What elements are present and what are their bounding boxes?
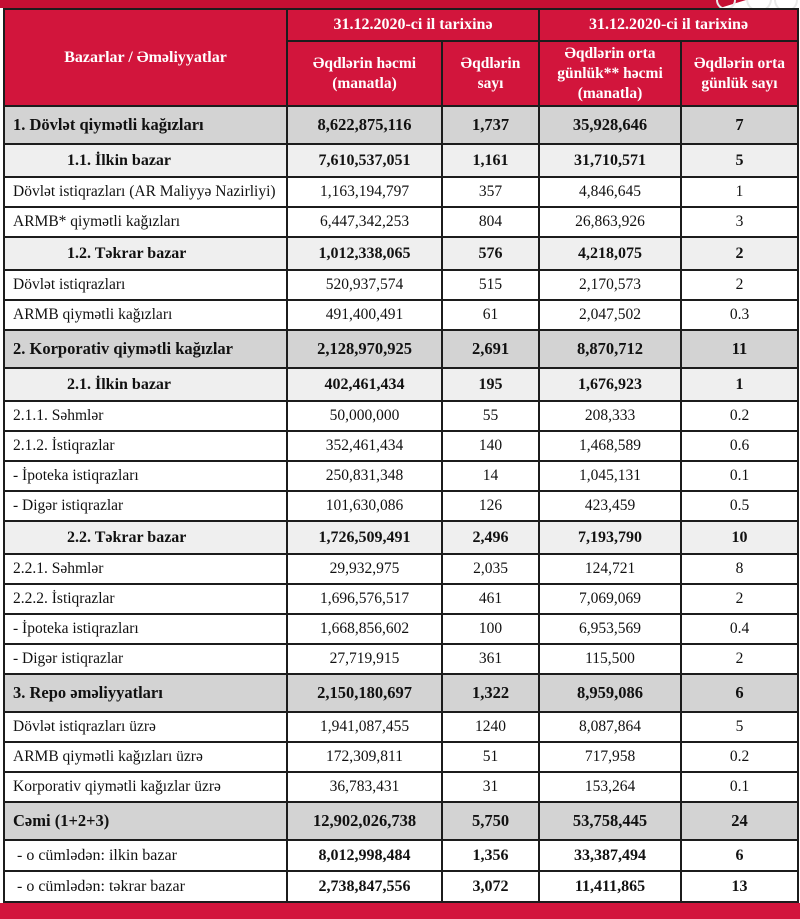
avg-count-cell: 5: [681, 144, 798, 177]
avg-volume-cell: 1,676,923: [539, 368, 681, 401]
count-cell: 361: [442, 644, 539, 674]
volume-cell: 27,719,915: [287, 644, 442, 674]
table-row: [4, 644, 798, 674]
count-cell: 2,035: [442, 554, 539, 584]
avg-volume-cell: 115,500: [539, 644, 681, 674]
avg-volume-cell: 2,047,502: [539, 300, 681, 330]
avg-volume-cell: 8,087,864: [539, 712, 681, 742]
count-cell: 461: [442, 584, 539, 614]
volume-cell: 1,163,194,797: [287, 177, 442, 207]
watermark-circle-icon: [774, 0, 798, 8]
count-cell: 5,750: [442, 802, 539, 840]
avg-count-cell: 11: [681, 330, 798, 368]
volume-cell: 101,630,086: [287, 491, 442, 521]
avg-count-cell: 0.1: [681, 461, 798, 491]
avg-count-cell: 2: [681, 270, 798, 300]
table-row: [4, 614, 798, 644]
label-cell: ARMB qiymətli kağızları: [4, 300, 287, 330]
volume-cell: 8,622,875,116: [287, 106, 442, 144]
table-body: [4, 106, 798, 902]
avg-count-cell: 0.2: [681, 742, 798, 772]
avg-count-cell: 8: [681, 554, 798, 584]
count-cell: 61: [442, 300, 539, 330]
volume-cell: 2,738,847,556: [287, 871, 442, 902]
label-cell: Dövlət istiqrazları: [4, 270, 287, 300]
count-cell: 14: [442, 461, 539, 491]
avg-volume-cell: 6,953,569: [539, 614, 681, 644]
label-cell: 2. Korporativ qiymətli kağızlar: [4, 330, 287, 368]
count-cell: 576: [442, 237, 539, 270]
markets-operations-header: Bazarlar / Əməliyyatlar: [4, 9, 287, 106]
table-row: [4, 106, 798, 144]
count-cell: 31: [442, 772, 539, 802]
volume-cell: 352,461,434: [287, 431, 442, 461]
count-cell: 55: [442, 401, 539, 431]
table-row: [4, 674, 798, 712]
avg-volume-cell: 153,264: [539, 772, 681, 802]
avg-volume-cell: 717,958: [539, 742, 681, 772]
count-cell: 1,737: [442, 106, 539, 144]
bottom-red-bar: [0, 903, 800, 919]
avg-volume-cell: 8,870,712: [539, 330, 681, 368]
avg-count-cell: 1: [681, 177, 798, 207]
top-red-stripe: [0, 0, 746, 8]
table-row: [4, 521, 798, 554]
avg-volume-cell: 423,459: [539, 491, 681, 521]
avg-volume-cell: 2,170,573: [539, 270, 681, 300]
count-cell: 195: [442, 368, 539, 401]
avg-count-cell: 2: [681, 584, 798, 614]
avg-count-cell: 13: [681, 871, 798, 902]
market-operations-table: [3, 8, 799, 903]
volume-cell: 1,726,509,491: [287, 521, 442, 554]
label-cell: 2.2.1. Səhmlər: [4, 554, 287, 584]
avg-volume-cell: 7,193,790: [539, 521, 681, 554]
table-row: [4, 840, 798, 871]
avg-count-column-header: Əqdlərin orta günlük sayı: [681, 41, 798, 106]
table-row: [4, 207, 798, 237]
avg-volume-cell: 53,758,445: [539, 802, 681, 840]
count-cell: 1240: [442, 712, 539, 742]
avg-volume-cell: 35,928,646: [539, 106, 681, 144]
table-row: [4, 712, 798, 742]
table-row: [4, 584, 798, 614]
volume-cell: 1,941,087,455: [287, 712, 442, 742]
volume-cell: 6,447,342,253: [287, 207, 442, 237]
label-cell: 1.2. Təkrar bazar: [4, 237, 287, 270]
date-group-header-left: 31.12.2020-ci il tarixinə: [287, 9, 539, 41]
avg-volume-cell: 33,387,494: [539, 840, 681, 871]
label-cell: 2.1. İlkin bazar: [4, 368, 287, 401]
avg-count-cell: 0.2: [681, 401, 798, 431]
volume-cell: 29,932,975: [287, 554, 442, 584]
avg-count-cell: 0.3: [681, 300, 798, 330]
count-cell: 3,072: [442, 871, 539, 902]
header-group-row: [4, 9, 798, 41]
avg-volume-cell: 208,333: [539, 401, 681, 431]
label-cell: ARMB qiymətli kağızları üzrə: [4, 742, 287, 772]
table-row: [4, 802, 798, 840]
avg-count-cell: 24: [681, 802, 798, 840]
watermark-circle-icon: [716, 0, 736, 8]
avg-volume-cell: 7,069,069: [539, 584, 681, 614]
count-cell: 2,691: [442, 330, 539, 368]
avg-volume-cell: 4,218,075: [539, 237, 681, 270]
volume-column-header: Əqdlərin həcmi (manatla): [287, 41, 442, 106]
count-cell: 2,496: [442, 521, 539, 554]
date-group-header-right: 31.12.2020-ci il tarixinə: [539, 9, 798, 41]
avg-volume-cell: 4,846,645: [539, 177, 681, 207]
label-cell: 1.1. İlkin bazar: [4, 144, 287, 177]
avg-count-cell: 3: [681, 207, 798, 237]
label-cell: - Digər istiqrazlar: [4, 491, 287, 521]
label-cell: 2.1.2. İstiqrazlar: [4, 431, 287, 461]
label-cell: 3. Repo əməliyyatları: [4, 674, 287, 712]
label-cell: 2.2.2. İstiqrazlar: [4, 584, 287, 614]
avg-volume-cell: 124,721: [539, 554, 681, 584]
count-cell: 140: [442, 431, 539, 461]
table-row: [4, 300, 798, 330]
volume-cell: 2,150,180,697: [287, 674, 442, 712]
volume-cell: 2,128,970,925: [287, 330, 442, 368]
table-row: [4, 772, 798, 802]
label-cell: Cəmi (1+2+3): [4, 802, 287, 840]
count-cell: 1,161: [442, 144, 539, 177]
avg-count-cell: 1: [681, 368, 798, 401]
label-cell: Korporativ qiymətli kağızlar üzrə: [4, 772, 287, 802]
volume-cell: 1,696,576,517: [287, 584, 442, 614]
volume-cell: 491,400,491: [287, 300, 442, 330]
volume-cell: 250,831,348: [287, 461, 442, 491]
volume-cell: 36,783,431: [287, 772, 442, 802]
count-cell: 1,356: [442, 840, 539, 871]
avg-volume-cell: 31,710,571: [539, 144, 681, 177]
avg-count-cell: 6: [681, 840, 798, 871]
avg-count-cell: 2: [681, 237, 798, 270]
label-cell: - Digər istiqrazlar: [4, 644, 287, 674]
count-column-header: Əqdlərin sayı: [442, 41, 539, 106]
volume-cell: 8,012,998,484: [287, 840, 442, 871]
volume-cell: 172,309,811: [287, 742, 442, 772]
avg-count-cell: 2: [681, 644, 798, 674]
table-row: [4, 491, 798, 521]
label-cell: Dövlət istiqrazları üzrə: [4, 712, 287, 742]
label-cell: - o cümlədən: təkrar bazar: [4, 871, 287, 902]
table-row: [4, 431, 798, 461]
volume-cell: 1,012,338,065: [287, 237, 442, 270]
avg-count-cell: 0.6: [681, 431, 798, 461]
table-row: [4, 554, 798, 584]
volume-cell: 12,902,026,738: [287, 802, 442, 840]
avg-count-cell: 0.1: [681, 772, 798, 802]
avg-count-cell: 6: [681, 674, 798, 712]
volume-cell: 520,937,574: [287, 270, 442, 300]
label-cell: ARMB* qiymətli kağızları: [4, 207, 287, 237]
table-row: [4, 237, 798, 270]
label-cell: 2.2. Təkrar bazar: [4, 521, 287, 554]
avg-volume-cell: 1,045,131: [539, 461, 681, 491]
label-cell: 2.1.1. Səhmlər: [4, 401, 287, 431]
avg-count-cell: 0.5: [681, 491, 798, 521]
count-cell: 100: [442, 614, 539, 644]
avg-count-cell: 5: [681, 712, 798, 742]
label-cell: Dövlət istiqrazları (AR Maliyyə Nazirliyi): [4, 177, 287, 207]
avg-count-cell: 0.4: [681, 614, 798, 644]
watermark-circle-icon: [746, 0, 772, 8]
table-row: [4, 270, 798, 300]
count-cell: 1,322: [442, 674, 539, 712]
volume-cell: 50,000,000: [287, 401, 442, 431]
table-row: [4, 144, 798, 177]
label-cell: - o cümlədən: ilkin bazar: [4, 840, 287, 871]
avg-volume-cell: 11,411,865: [539, 871, 681, 902]
volume-cell: 402,461,434: [287, 368, 442, 401]
top-decorative-band: [0, 0, 800, 8]
label-cell: - İpoteka istiqrazları: [4, 614, 287, 644]
count-cell: 515: [442, 270, 539, 300]
table-row: [4, 330, 798, 368]
avg-volume-cell: 8,959,086: [539, 674, 681, 712]
avg-count-cell: 10: [681, 521, 798, 554]
volume-cell: 1,668,856,602: [287, 614, 442, 644]
count-cell: 357: [442, 177, 539, 207]
table-row: [4, 401, 798, 431]
avg-volume-cell: 1,468,589: [539, 431, 681, 461]
count-cell: 51: [442, 742, 539, 772]
table-row: [4, 177, 798, 207]
volume-cell: 7,610,537,051: [287, 144, 442, 177]
table-row: [4, 368, 798, 401]
avg-volume-column-header: Əqdlərin orta günlük** həcmi (manatla): [539, 41, 681, 106]
count-cell: 126: [442, 491, 539, 521]
count-cell: 804: [442, 207, 539, 237]
table-row: [4, 742, 798, 772]
table-row: [4, 461, 798, 491]
avg-count-cell: 7: [681, 106, 798, 144]
avg-volume-cell: 26,863,926: [539, 207, 681, 237]
label-cell: - İpoteka istiqrazları: [4, 461, 287, 491]
table-row: [4, 871, 798, 902]
label-cell: 1. Dövlət qiymətli kağızları: [4, 106, 287, 144]
